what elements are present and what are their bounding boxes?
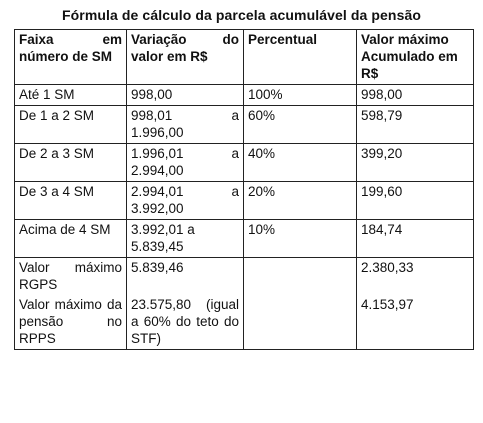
cell-variacao: 23.575,80 (igual a 60% do teto do STF) — [127, 295, 244, 350]
cell-variacao: 998,00 — [127, 85, 244, 106]
cell-faixa: Acima de 4 SM — [15, 220, 127, 258]
cell-percentual: 40% — [244, 144, 357, 182]
cell-variacao: 998,01 a 1.996,00 — [127, 106, 244, 144]
document-title: Fórmula de cálculo da parcela acumulável da pensão — [61, 7, 422, 23]
cell-variacao: 3.992,01 a 5.839,45 — [127, 220, 244, 258]
header-percentual: Percentual — [244, 30, 357, 85]
cell-variacao: 2.994,01 a 3.992,00 — [127, 182, 244, 220]
cell-percentual: 100% — [244, 85, 357, 106]
pension-table — [14, 29, 474, 350]
cell-percentual — [244, 258, 357, 296]
cell-percentual — [244, 295, 357, 350]
header-variacao: Variação do valor em R$ — [127, 30, 244, 85]
cell-faixa: Valor máximo RGPS — [15, 258, 127, 296]
cell-variacao: 1.996,01 a 2.994,00 — [127, 144, 244, 182]
cell-valor: 184,74 — [357, 220, 474, 258]
cell-percentual: 60% — [244, 106, 357, 144]
cell-variacao: 5.839,46 — [127, 258, 244, 296]
table-row — [15, 220, 474, 258]
table-row — [15, 295, 474, 350]
table-row — [15, 182, 474, 220]
cell-faixa: De 2 a 3 SM — [15, 144, 127, 182]
cell-percentual: 20% — [244, 182, 357, 220]
cell-valor: 199,60 — [357, 182, 474, 220]
cell-faixa: De 3 a 4 SM — [15, 182, 127, 220]
cell-valor: 2.380,33 — [357, 258, 474, 296]
cell-valor: 399,20 — [357, 144, 474, 182]
header-faixa: Faixa em número de SM — [15, 30, 127, 85]
cell-valor: 4.153,97 — [357, 295, 474, 350]
cell-valor: 998,00 — [357, 85, 474, 106]
cell-faixa: De 1 a 2 SM — [15, 106, 127, 144]
header-valor-maximo: Valor máximo Acumulado em R$ — [357, 30, 474, 85]
table-header-row — [15, 30, 474, 85]
table-row — [15, 106, 474, 144]
cell-faixa: Valor máximo da pensão no RPPS — [15, 295, 127, 350]
table-row — [15, 144, 474, 182]
cell-valor: 598,79 — [357, 106, 474, 144]
cell-percentual: 10% — [244, 220, 357, 258]
table-row — [15, 258, 474, 296]
cell-faixa: Até 1 SM — [15, 85, 127, 106]
table-row — [15, 85, 474, 106]
